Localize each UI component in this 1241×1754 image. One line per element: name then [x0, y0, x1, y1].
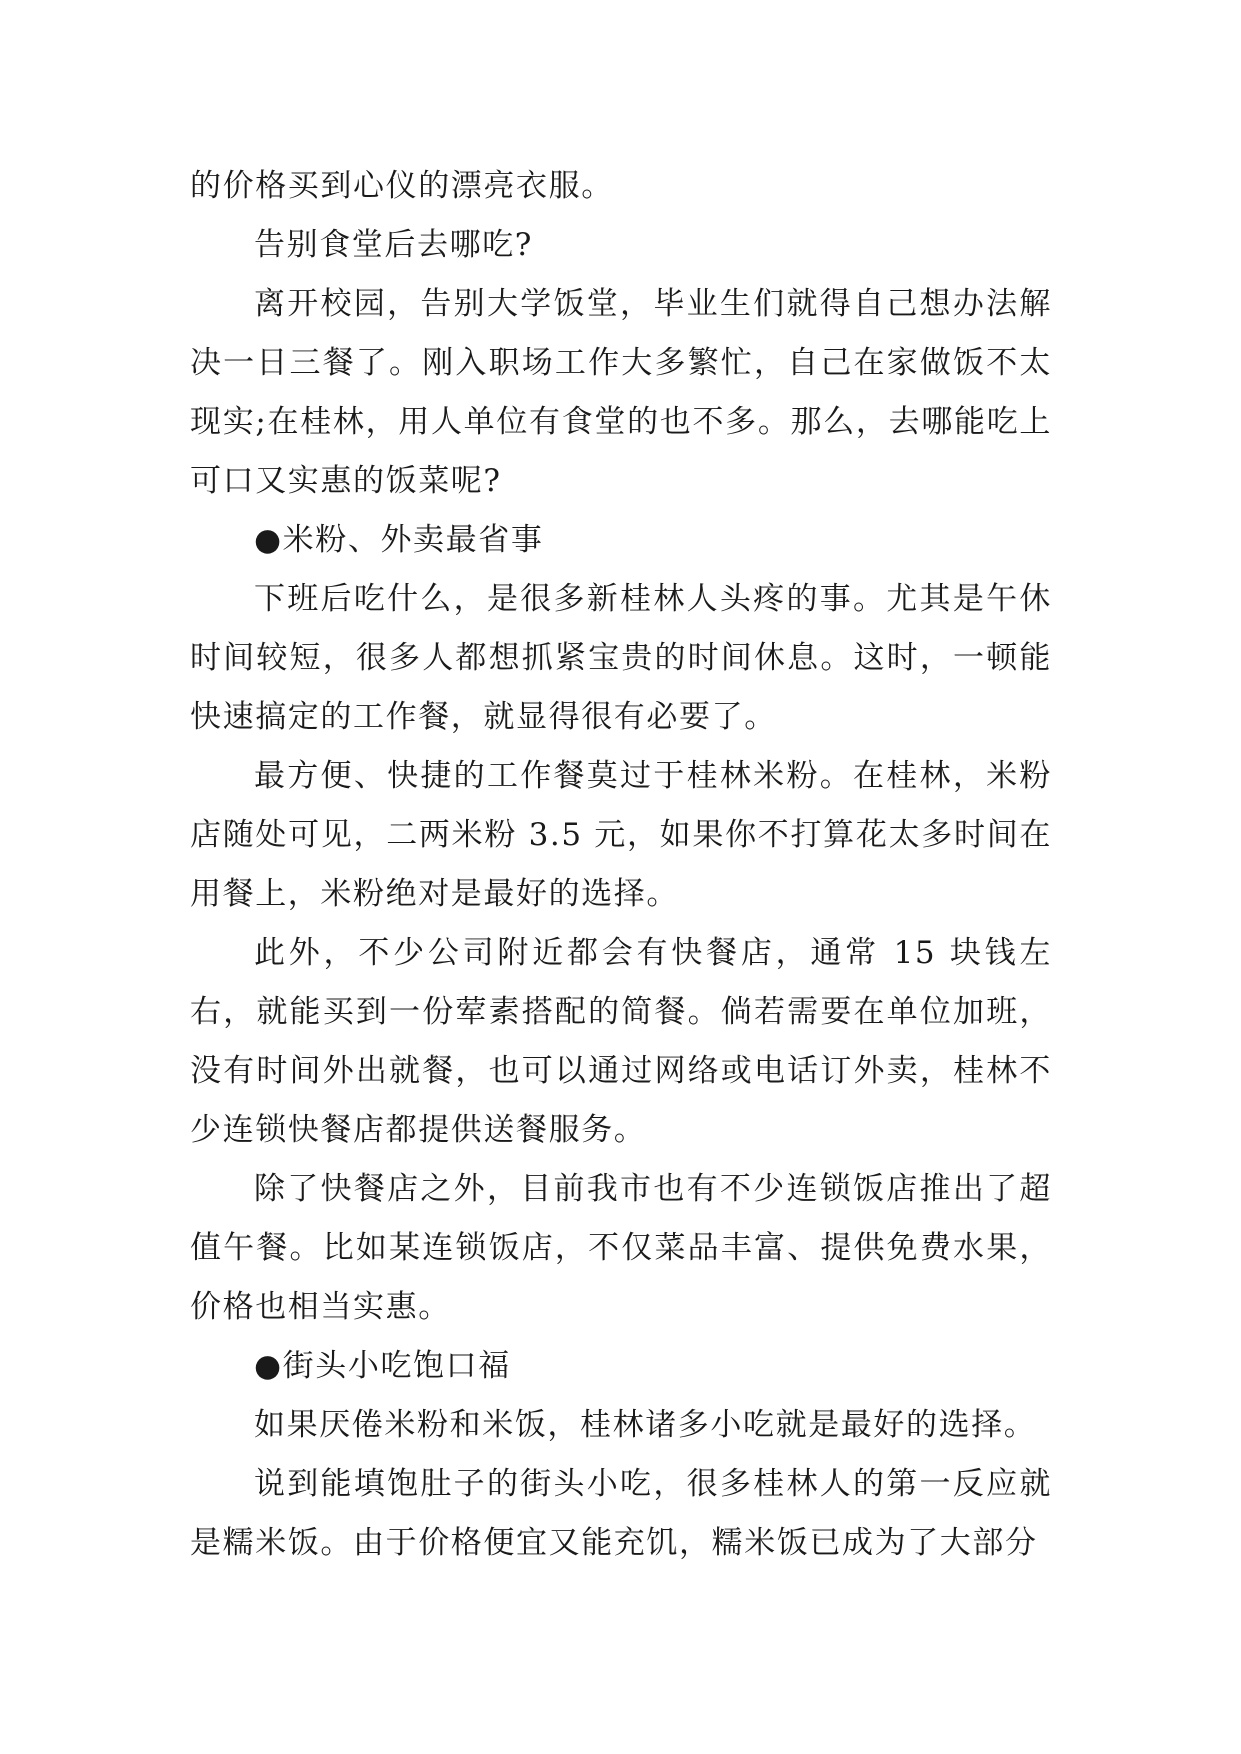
subheading-rice-noodles-takeout: ●米粉、外卖最省事: [254, 522, 544, 558]
paragraph-glutinous-rice: 说到能填饱肚子的街头小吃，很多桂林人的第一反应就是糯米饭。由于价格便宜又能充饥，糯米饭已成为了大部分: [190, 1466, 1052, 1561]
document-body: [190, 157, 1052, 1573]
subheading-street-snacks: ●街头小吃饱口福: [254, 1348, 511, 1384]
paragraph-guilin-rice-noodles: 最方便、快捷的工作餐莫过于桂林米粉。在桂林，米粉店随处可见，二两米粉 3.5 元，如果你不打算花太多时间在用餐上，米粉绝对是最好的选择。: [190, 758, 1052, 912]
section-heading-where-to-eat: 告别食堂后去哪吃?: [254, 227, 534, 263]
paragraph-after-work-meals: 下班后吃什么，是很多新桂林人头疼的事。尤其是午休时间较短，很多人都想抓紧宝贵的时间休息。这时，一顿能快速搞定的工作餐，就显得很有必要了。: [190, 581, 1052, 735]
paragraph-leaving-campus: 离开校园，告别大学饭堂，毕业生们就得自己想办法解决一日三餐了。刚入职场工作大多繁忙，自己在家做饭不太现实;在桂林，用人单位有食堂的也不多。那么，去哪能吃上可口又实惠的饭菜呢?: [190, 286, 1052, 499]
paragraph-fast-food: 此外，不少公司附近都会有快餐店，通常 15 块钱左右，就能买到一份荤素搭配的简餐。倘若需要在单位加班，没有时间外出就餐，也可以通过网络或电话订外卖，桂林不少连锁快餐店都提供送餐服务。: [190, 935, 1052, 1148]
paragraph-snack-choice: 如果厌倦米粉和米饭，桂林诸多小吃就是最好的选择。: [254, 1407, 1037, 1443]
paragraph-chain-restaurants: 除了快餐店之外，目前我市也有不少连锁饭店推出了超值午餐。比如某连锁饭店，不仅菜品丰富、提供免费水果，价格也相当实惠。: [190, 1171, 1052, 1325]
paragraph-clothing-end: 的价格买到心仪的漂亮衣服。: [190, 168, 614, 204]
